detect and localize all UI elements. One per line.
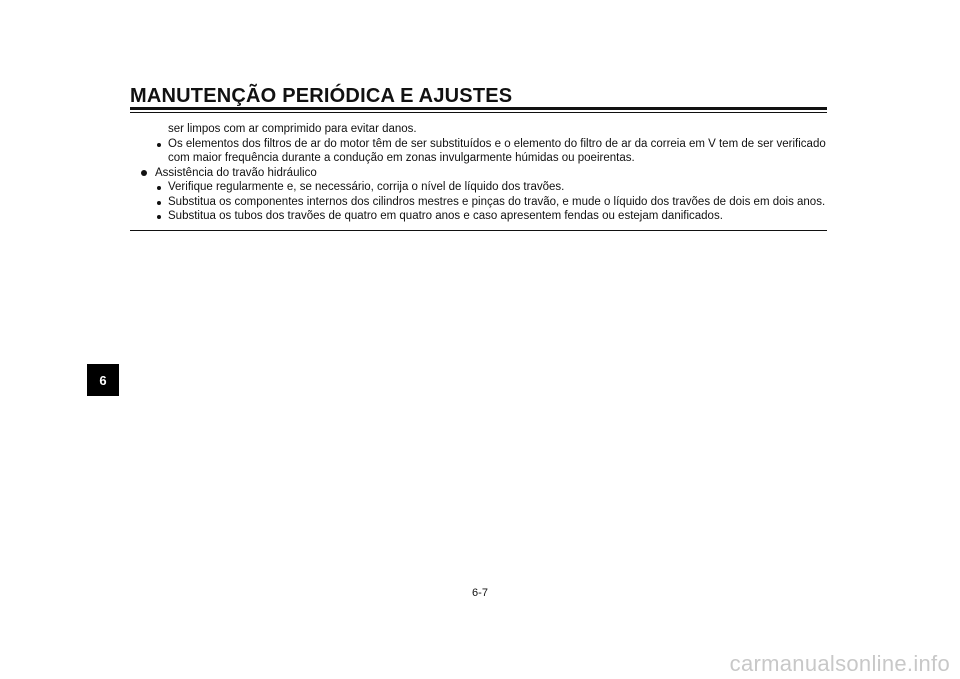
header-divider-thin xyxy=(130,112,827,113)
bullet-item xyxy=(130,180,830,195)
bullet-item xyxy=(130,137,830,152)
line-text: ser limpos com ar comprimido para evitar danos. xyxy=(168,123,417,135)
line-text: Substitua os tubos dos travões de quatro em quatro anos e caso apresentem fendas ou estejam danificados. xyxy=(168,210,723,222)
line-text: Verifique regularmente e, se necessário, corrija o nível de líquido dos travões. xyxy=(168,181,565,193)
small-bullet-icon xyxy=(157,201,161,205)
text-line xyxy=(130,151,830,166)
bullet-item xyxy=(130,209,830,224)
line-text: com maior frequência durante a condução em zonas invulgarmente húmidas ou poeirentas. xyxy=(168,152,635,164)
large-bullet-icon xyxy=(141,170,147,176)
small-bullet-icon xyxy=(157,143,161,147)
maintenance-notes xyxy=(130,122,830,224)
text-line xyxy=(130,122,830,137)
small-bullet-icon xyxy=(157,186,161,190)
section-divider xyxy=(130,230,827,231)
section-heading xyxy=(130,166,830,181)
small-bullet-icon xyxy=(157,215,161,219)
chapter-tab: 6 xyxy=(87,364,119,396)
line-text: Substitua os componentes internos dos cilindros mestres e pinças do travão, e mude o líquido dos travões de dois em dois anos. xyxy=(168,195,826,208)
line-text: Os elementos dos filtros de ar do motor têm de ser substituídos e o elemento do filtro de ar da correia em V tem de ser verificado xyxy=(168,137,826,150)
page-title: MANUTENÇÃO PERIÓDICA E AJUSTES xyxy=(130,85,513,107)
watermark: carmanualsonline.info xyxy=(729,651,950,676)
line-text: Assistência do travão hidráulico xyxy=(155,166,317,179)
bullet-item xyxy=(130,195,830,210)
page-number: 6-7 xyxy=(472,587,488,599)
header-divider xyxy=(130,107,827,110)
